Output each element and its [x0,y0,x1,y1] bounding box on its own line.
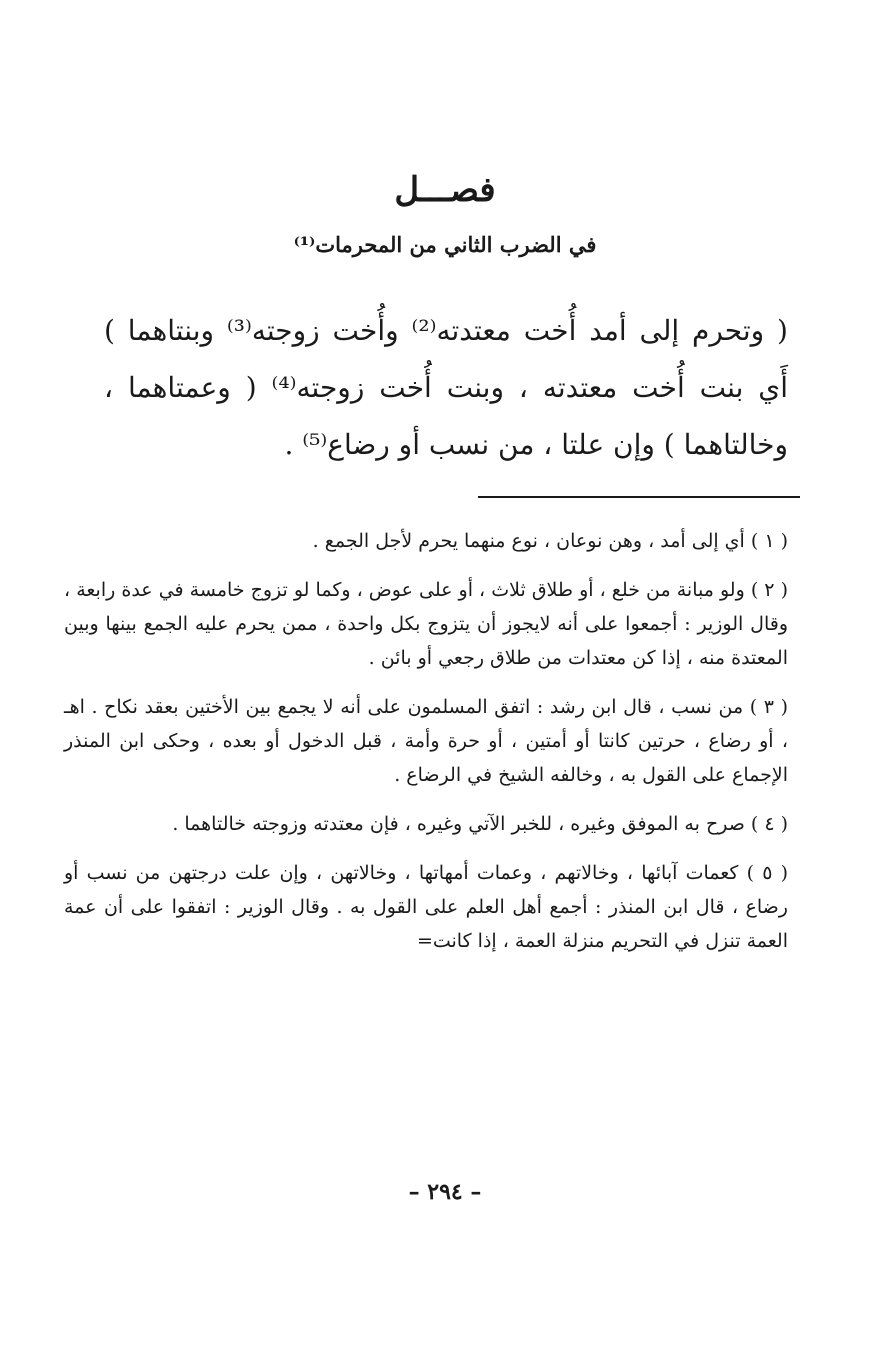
main-text-paragraph: ( وتحرم إلى أمد أُخت معتدته⁽²⁾ وأُخت زوجته⁽³⁾ وبنتاهما ) أَي بنت أُخت معتدته ، وبنت أُخت زوجته⁽⁴⁾ ( وعمتاهما ، وخالتاهما ) وإن علتا ، من نسب أو رضاع⁽⁵⁾ . [104,314,788,461]
footnote-3: ( ٣ ) من نسب ، قال ابن رشد : اتفق المسلمون على أنه لا يجمع بين الأختين بعقد نكاح . اهـ ، أو رضاع ، حرتين كانتا أو أمتين ، أو حرة وأمة ، قبل الدخول أو بعده ، وحكى ابن المنذر الإجماع على القول به ، وخالفه الشيخ في الرضاع . [64,696,789,786]
footnote-2: ( ٢ ) ولو مبانة من خلع ، أو طلاق ثلاث ، أو على عوض ، وكما لو تزوج خامسة في عدة رابعة ، وقال الوزير : أجمعوا على أنه لايجوز أن يتزوج بكل واحدة ، ممن يحرم عليه الجمع بينها وبين المعتدة منه ، إذا كن معتدات من طلاق رجعي أو بائن . [64,579,788,669]
footnote-1: ( ١ ) أي إلى أمد ، وهن نوعان ، نوع منهما يحرم لأجل الجمع . [312,530,788,552]
footnote-4: ( ٤ ) صرح به الموفق وغيره ، للخبر الآتي وغيره ، فإن معتدته وزوجته خالتاهما . [172,813,788,835]
section-title: فصـــل [394,170,496,210]
footnote-5: ( ٥ ) كعمات آبائها ، وخالاتهم ، وعمات أمهاتها ، وخالاتهن ، وإن علت درجتهن من نسب أو رضاع ، قال ابن المنذر : أجمع أهل العلم على القول به . وقال الوزير : اتفقوا على أن عمة العمة تنزل في التحريم منزلة العمة ، إذا كانت= [64,862,789,952]
footnotes [64,524,788,973]
footnote-separator-line [478,496,800,498]
page-number: – ٢٩٤ – [408,1179,482,1205]
section-subtitle: في الضرب الثاني من المحرمات⁽¹⁾ [293,232,597,257]
